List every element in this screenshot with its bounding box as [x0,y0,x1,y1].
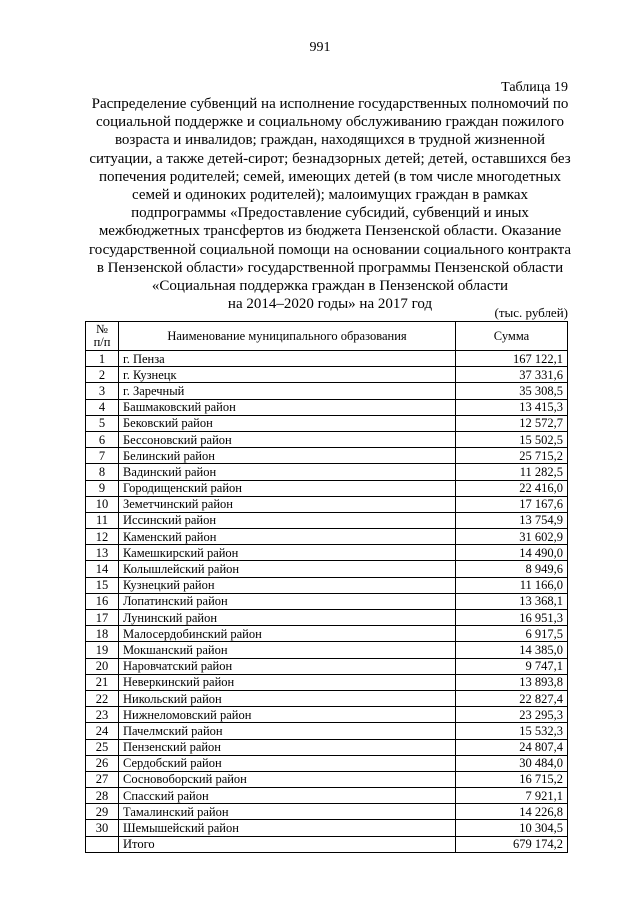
municipality-name: Башмаковский район [119,399,456,415]
document-title [80,95,580,313]
row-number: 25 [86,739,119,755]
row-number: 14 [86,561,119,577]
table-row [86,739,568,755]
row-number: 11 [86,512,119,528]
municipality-name: Камешкирский район [119,545,456,561]
row-sum: 25 715,2 [456,448,568,464]
title-line: Распределение субвенций на исполнение государственных полномочий по [91,96,569,112]
table-row [86,448,568,464]
table-row [86,626,568,642]
table-row [86,480,568,496]
row-number: 17 [86,610,119,626]
municipality-name: Никольский район [119,690,456,706]
row-number: 1 [86,351,119,367]
row-sum: 31 602,9 [456,529,568,545]
title-line: попечения родителей; семей, имеющих детей (в том числе многодетных [98,168,562,185]
municipality-name: Неверкинский район [119,674,456,690]
municipality-name: Колышлейский район [119,561,456,577]
municipality-name: Тамалинский район [119,804,456,820]
row-number: 22 [86,690,119,706]
row-sum: 7 921,1 [456,788,568,804]
title-line: ситуации, а также детей-сирот; безнадзорных детей; детей, оставшихся без [89,150,571,167]
row-number: 6 [86,431,119,447]
row-number: 4 [86,399,119,415]
municipality-name: Городищенский район [119,480,456,496]
table-row [86,707,568,723]
header-sum: Сумма [456,322,568,351]
row-sum: 15 502,5 [456,431,568,447]
table-row [86,351,568,367]
row-sum: 22 416,0 [456,480,568,496]
header-number [86,322,119,351]
row-sum: 30 484,0 [456,755,568,771]
row-number: 12 [86,529,119,545]
row-sum: 37 331,6 [456,367,568,383]
row-number: 30 [86,820,119,836]
row-sum: 35 308,5 [456,383,568,399]
row-sum: 14 490,0 [456,545,568,561]
row-number: 10 [86,496,119,512]
row-number: 2 [86,367,119,383]
table-row [86,383,568,399]
row-sum: 24 807,4 [456,739,568,755]
table-header-row [86,322,568,351]
municipality-name: Белинский район [119,448,456,464]
row-number: 20 [86,658,119,674]
table-row [86,755,568,771]
row-sum: 10 304,5 [456,820,568,836]
municipality-name: Сердобский район [119,755,456,771]
row-number: 18 [86,626,119,642]
municipality-name: Спасский район [119,788,456,804]
row-number: 15 [86,577,119,593]
total-row [86,836,568,852]
row-sum: 8 949,6 [456,561,568,577]
row-sum: 23 295,3 [456,707,568,723]
municipality-name: Наровчатский район [119,658,456,674]
row-sum: 13 415,3 [456,399,568,415]
row-number: 16 [86,593,119,609]
header-municipality: Наименование муниципального образования [119,322,456,351]
municipality-name: Нижнеломовский район [119,707,456,723]
row-sum: 22 827,4 [456,690,568,706]
row-sum: 6 917,5 [456,626,568,642]
row-number: 7 [86,448,119,464]
municipality-name: Мокшанский район [119,642,456,658]
table-row [86,496,568,512]
title-line: в Пензенской области» государственной программы Пензенской области [96,259,564,276]
title-line: подпрограммы «Предоставление субсидий, субвенций и иных [131,205,529,222]
table-row [86,788,568,804]
row-number: 29 [86,804,119,820]
row-sum: 15 532,3 [456,723,568,739]
row-number: 13 [86,545,119,561]
table-row [86,804,568,820]
table-row [86,431,568,447]
municipality-name: Кузнецкий район [119,577,456,593]
page-number: 991 [309,40,331,55]
row-sum: 17 167,6 [456,496,568,512]
table-row [86,771,568,787]
row-number: 26 [86,755,119,771]
row-sum: 11 282,5 [456,464,568,480]
row-sum: 679 174,2 [456,836,568,852]
municipality-name: Пачелмский район [119,723,456,739]
title-line: государственной социальной помощи на основании социального контракта [88,241,572,258]
title-line: семей и одиноких родителей); малоимущих граждан в рамках [132,187,528,204]
table-label: Таблица 19 [501,80,568,95]
row-number: 24 [86,723,119,739]
row-number: 27 [86,771,119,787]
municipality-name: Вадинский район [119,464,456,480]
row-number [86,836,119,852]
table-row [86,690,568,706]
table-row [86,658,568,674]
row-sum: 13 754,9 [456,512,568,528]
table-row [86,512,568,528]
title-line: возраста и инвалидов; граждан, находящихся в трудной жизненной [114,132,546,149]
row-sum: 14 226,8 [456,804,568,820]
municipality-name: Шемышейский район [119,820,456,836]
row-number: 8 [86,464,119,480]
row-number: 21 [86,674,119,690]
municipality-name: Земетчинский район [119,496,456,512]
table-row [86,561,568,577]
table-row [86,415,568,431]
table-row [86,723,568,739]
title-line: межбюджетных трансфертов из бюджета Пензенской области. Оказание [98,223,562,240]
municipality-name: г. Кузнецк [119,367,456,383]
municipality-name: Бессоновский район [119,431,456,447]
row-sum: 167 122,1 [456,351,568,367]
municipality-name: Малосердобинский район [119,626,456,642]
row-sum: 14 385,0 [456,642,568,658]
municipality-name: Иссинский район [119,512,456,528]
table-row [86,577,568,593]
municipality-name: Итого [119,836,456,852]
table-row [86,367,568,383]
table-row [86,642,568,658]
municipality-name: Пензенский район [119,739,456,755]
distribution-table [85,321,568,853]
table-row [86,610,568,626]
row-number: 3 [86,383,119,399]
header-number-line: п/п [93,335,111,349]
table-row [86,399,568,415]
municipality-name: г. Заречный [119,383,456,399]
row-number: 5 [86,415,119,431]
table-row [86,529,568,545]
units-label: (тыс. рублей) [494,305,568,320]
row-sum: 11 166,0 [456,577,568,593]
table-row [86,820,568,836]
row-number: 9 [86,480,119,496]
row-sum: 16 951,3 [456,610,568,626]
municipality-name: Лунинский район [119,610,456,626]
title-line: социальной поддержке и социальному обслуживанию граждан пожилого [96,114,564,131]
row-sum: 13 893,8 [456,674,568,690]
table-row [86,545,568,561]
row-number: 28 [86,788,119,804]
municipality-name: Каменский район [119,529,456,545]
table-row [86,464,568,480]
row-sum: 16 715,2 [456,771,568,787]
row-sum: 12 572,7 [456,415,568,431]
table-row [86,674,568,690]
title-line: на 2014–2020 годы» на 2017 год [227,296,433,313]
row-sum: 13 368,1 [456,593,568,609]
municipality-name: г. Пенза [119,351,456,367]
title-line: «Социальная поддержка граждан в Пензенской области [151,278,509,295]
municipality-name: Лопатинский район [119,593,456,609]
municipality-name: Сосновоборский район [119,771,456,787]
header-number-line: № [96,322,108,336]
row-number: 19 [86,642,119,658]
table-row [86,593,568,609]
municipality-name: Бековский район [119,415,456,431]
row-sum: 9 747,1 [456,658,568,674]
row-number: 23 [86,707,119,723]
